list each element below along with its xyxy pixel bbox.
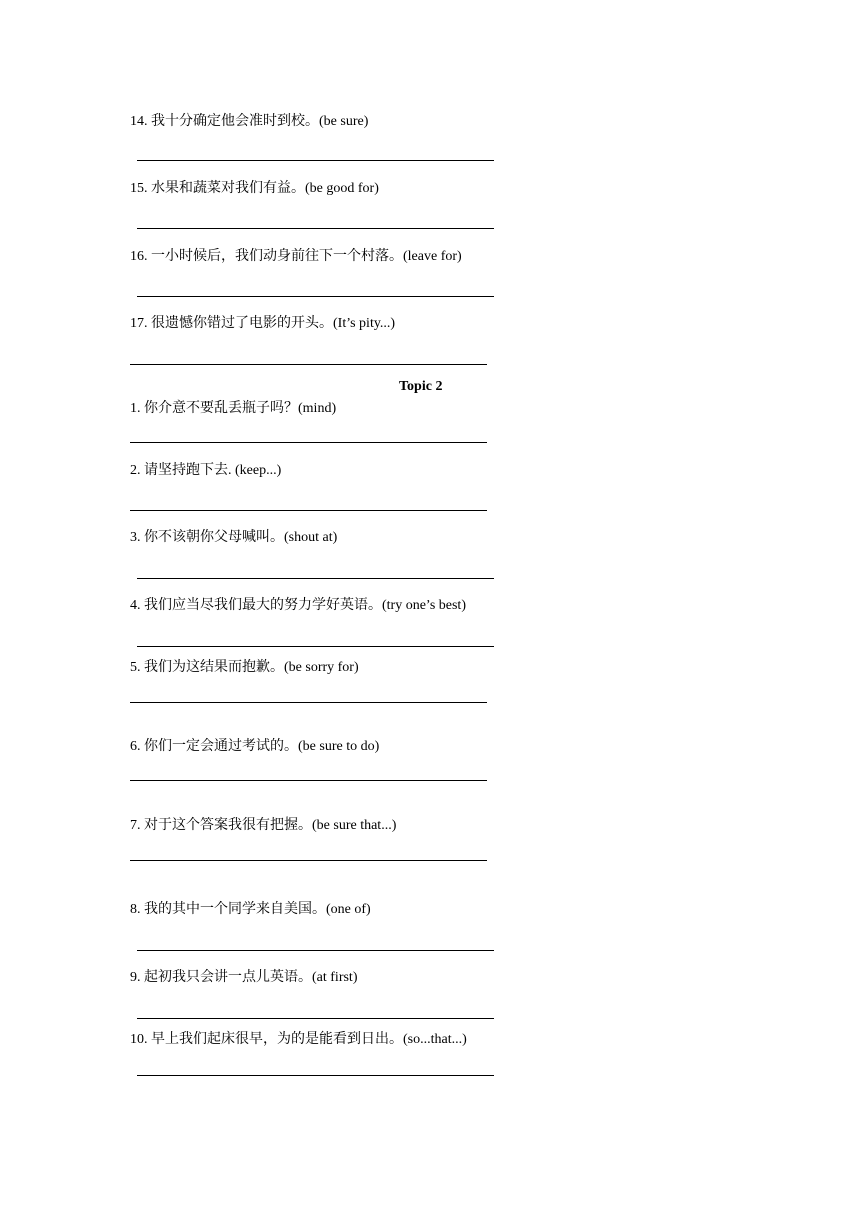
- answer-line-9[interactable]: [137, 1018, 494, 1019]
- question-8: 8. 我的其中一个同学来自美国。(one of): [130, 902, 371, 917]
- answer-line-16[interactable]: [137, 296, 494, 297]
- question-9: 9. 起初我只会讲一点儿英语。(at first): [130, 970, 358, 985]
- question-14: 14. 我十分确定他会准时到校。(be sure): [130, 114, 369, 129]
- answer-line-7[interactable]: [130, 860, 487, 861]
- answer-line-17[interactable]: [130, 364, 487, 365]
- question-7: 7. 对于这个答案我很有把握。(be sure that...): [130, 818, 397, 833]
- question-4: 4. 我们应当尽我们最大的努力学好英语。(try one’s best): [130, 598, 466, 613]
- answer-line-1[interactable]: [130, 442, 487, 443]
- answer-line-5[interactable]: [130, 702, 487, 703]
- answer-line-15[interactable]: [137, 228, 494, 229]
- question-1: 1. 你介意不要乱丢瓶子吗？(mind): [130, 401, 337, 416]
- question-16: 16. 一小时候后，我们动身前往下一个村落。(leave for): [130, 249, 462, 264]
- answer-line-10[interactable]: [137, 1075, 494, 1076]
- question-15: 15. 水果和蔬菜对我们有益。(be good for): [130, 181, 379, 196]
- answer-line-3[interactable]: [137, 578, 494, 579]
- answer-line-6[interactable]: [130, 780, 487, 781]
- question-17: 17. 很遗憾你错过了电影的开头。(It’s pity...): [130, 316, 396, 331]
- answer-line-8[interactable]: [137, 950, 494, 951]
- question-6: 6. 你们一定会通过考试的。(be sure to do): [130, 739, 380, 754]
- question-5: 5. 我们为这结果而抱歉。(be sorry for): [130, 660, 359, 675]
- answer-line-14[interactable]: [137, 160, 494, 161]
- answer-line-2[interactable]: [130, 510, 487, 511]
- question-2: 2. 请坚持跑下去. (keep...): [130, 463, 282, 478]
- section-heading-topic-2: Topic 2: [399, 379, 443, 394]
- question-3: 3. 你不该朝你父母喊叫。(shout at): [130, 530, 338, 545]
- answer-line-4[interactable]: [137, 646, 494, 647]
- question-10: 10. 早上我们起床很早，为的是能看到日出。(so...that...): [130, 1032, 467, 1047]
